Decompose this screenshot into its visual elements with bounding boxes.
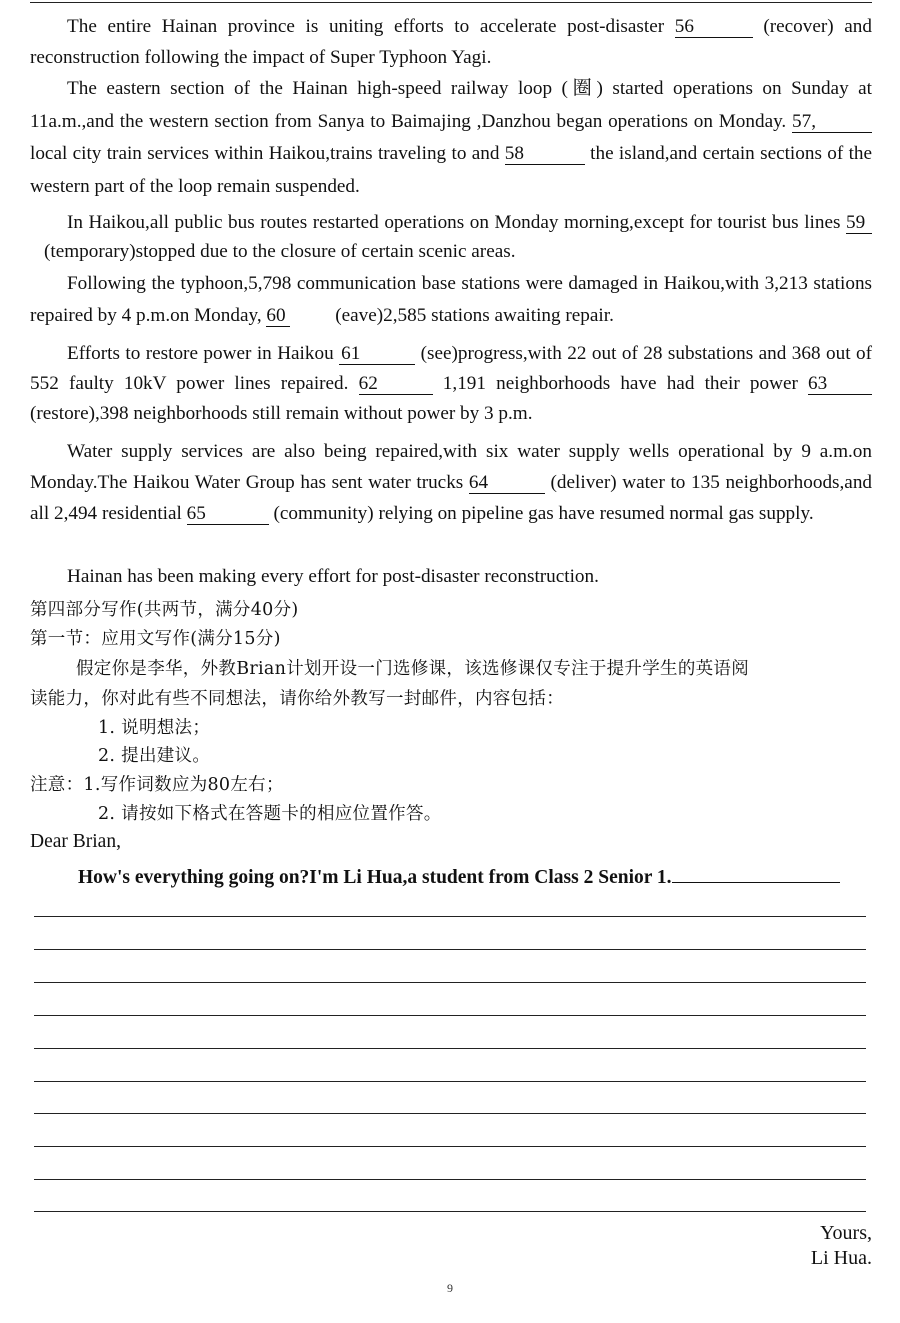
- requirement-item-1: 1. 说明想法；: [98, 718, 211, 738]
- letter-opening-sentence: [78, 864, 840, 889]
- letter-closing: Yours,: [820, 1222, 872, 1244]
- blank-64[interactable]: 64: [469, 472, 545, 494]
- prompt-line-1: 假定你是李华，外教Brian计划开设一门选修课，该选修课仅专注于提升学生的英语阅: [76, 659, 750, 679]
- page-number: 9: [447, 1281, 453, 1295]
- opening-text: How's everything going on?I'm Li Hua,a student from Class 2 Senior 1.: [78, 867, 672, 888]
- blank-60[interactable]: 60: [266, 305, 290, 327]
- p4-text-a: Following the typhoon,5,798 communication base stations were damaged in Haikou,with 3,213 stations repaired by 4 p.m.on Monday,: [30, 273, 872, 326]
- p6-text-b: (deliver) water to 135 neighborhoods,and all 2,494 residential: [30, 472, 873, 524]
- p6-text-a: Water supply services are also being repaired,with six water supply wells operational by 9 a.m.on Monday.The Haikou Water Group has sent water trucks: [30, 441, 872, 493]
- answer-line[interactable]: [34, 1048, 866, 1049]
- note-line-2: 2. 请按如下格式在答题卡的相应位置作答。: [98, 804, 442, 824]
- blank-59[interactable]: 59: [846, 212, 872, 234]
- blank-65[interactable]: 65: [187, 503, 269, 525]
- answer-line[interactable]: [34, 949, 866, 950]
- requirement-item-2: 2. 提出建议。: [98, 746, 211, 766]
- part-title: 第四部分写作(共两节，满分40分): [30, 600, 299, 620]
- p7-text: Hainan has been making every effort for post-disaster reconstruction.: [67, 566, 599, 587]
- letter-signature: Li Hua.: [810, 1247, 872, 1269]
- prompt-line-2: 读能力，你对此有些不同想法，请你给外教写一封邮件，内容包括：: [30, 689, 564, 709]
- blank-58[interactable]: 58: [505, 143, 585, 165]
- blank-56[interactable]: 56: [675, 16, 753, 38]
- passage-paragraph-1: [30, 11, 872, 73]
- note-line-1: 注意：1.写作词数应为80左右；: [30, 775, 284, 795]
- passage-paragraph-5: [30, 339, 872, 429]
- answer-line[interactable]: [34, 1113, 866, 1114]
- p6-text-c: (community) relying on pipeline gas have resumed normal gas supply.: [273, 503, 814, 524]
- passage-paragraph-3: [30, 208, 872, 266]
- blank-62[interactable]: 62: [359, 373, 433, 395]
- p3-text-b: (temporary)stopped due to the closure of certain scenic areas.: [44, 241, 516, 262]
- p5-text-b: (see)progress,with 22 out of 28 substations and 368 out of 552 faulty 10kV power lines repaired.: [30, 343, 872, 394]
- answer-line[interactable]: [34, 1179, 866, 1180]
- passage-paragraph-2: [30, 73, 872, 203]
- answer-line[interactable]: [34, 1015, 866, 1016]
- top-rule: [30, 2, 872, 3]
- section-title: 第一节：应用文写作(满分15分): [30, 629, 281, 649]
- answer-line[interactable]: [34, 916, 866, 917]
- blank-63[interactable]: 63: [808, 373, 872, 395]
- p2-text-b: local city train services within Haikou,trains traveling to and: [30, 143, 500, 164]
- answer-line[interactable]: [34, 1211, 866, 1212]
- passage-paragraph-6: [30, 436, 872, 529]
- p1-text-a: The entire Hainan province is uniting efforts to accelerate post-disaster: [67, 16, 665, 37]
- p4-text-b: (eave)2,585 stations awaiting repair.: [335, 305, 614, 326]
- p2-text-c: the island,and certain sections of the western part of the loop remain suspended.: [30, 143, 873, 197]
- opening-answer-blank[interactable]: [672, 864, 840, 883]
- answer-line[interactable]: [34, 982, 866, 983]
- p1-text-b: (recover) and reconstruction following the impact of Super Typhoon Yagi.: [30, 16, 872, 68]
- passage-paragraph-4: [30, 268, 872, 332]
- letter-salutation: Dear Brian,: [30, 831, 121, 852]
- passage-paragraph-7: [30, 563, 872, 591]
- answer-line[interactable]: [34, 1081, 866, 1082]
- p3-text-a: In Haikou,all public bus routes restarted operations on Monday morning,except for tourist bus lines: [67, 212, 841, 233]
- blank-57[interactable]: 57,: [792, 111, 872, 133]
- blank-61[interactable]: 61: [339, 343, 415, 365]
- p2-text-a: The eastern section of the Hainan high-speed railway loop (圈) started operations on Sunday at 11a.m.,and the western section from Sanya to Baimajing ,Danzhou began operations on Monday.: [30, 78, 872, 132]
- p5-text-c: 1,191 neighborhoods have had their power: [442, 373, 798, 394]
- p5-text-a: Efforts to restore power in Haikou: [67, 343, 334, 364]
- answer-line[interactable]: [34, 1146, 866, 1147]
- p5-text-d: (restore),398 neighborhoods still remain without power by 3 p.m.: [30, 403, 533, 424]
